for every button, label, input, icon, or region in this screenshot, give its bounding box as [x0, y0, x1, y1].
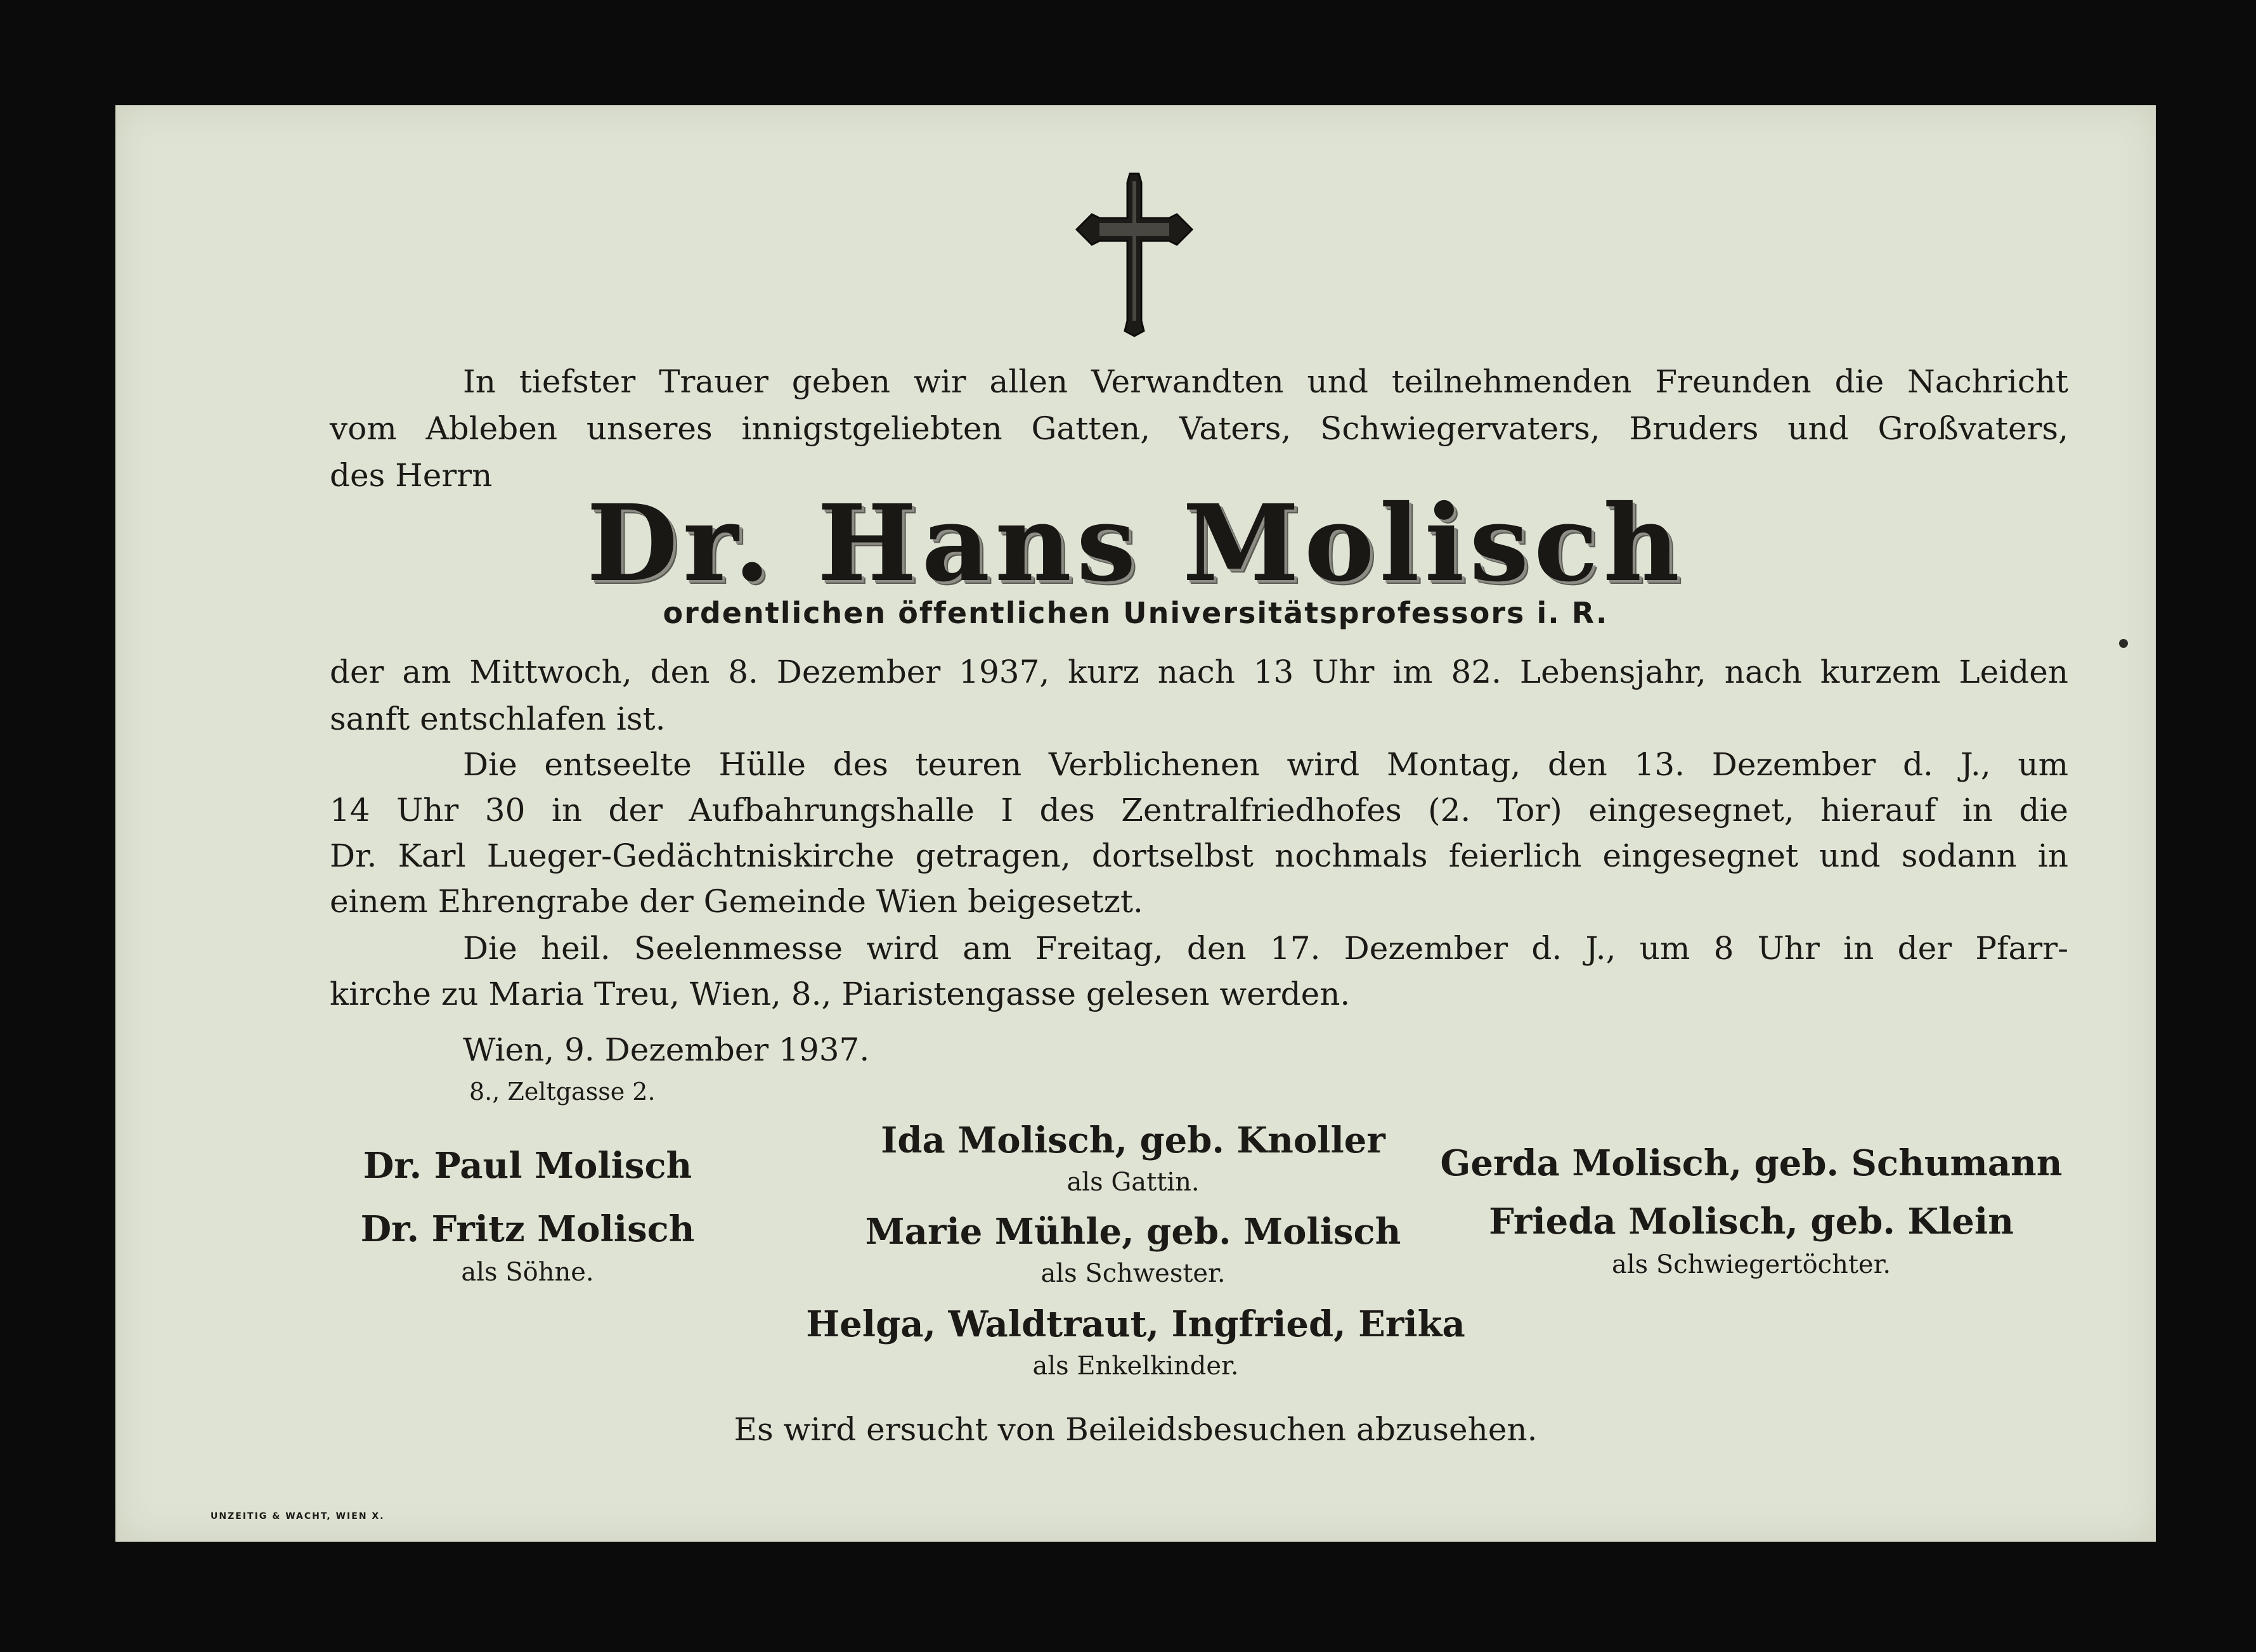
- mourner-sister: Marie Mühle, geb. Molisch: [865, 1211, 1401, 1253]
- latin-cross-icon: [1074, 171, 1195, 337]
- place-date: Wien, 9. Dezember 1937.: [463, 1031, 870, 1068]
- body-p1-line1: der am Mittwoch, den 8. Dezember 1937, kurz nach 13 Uhr im 82. Lebensjahr, nach kurzem Leiden: [330, 654, 2068, 690]
- wife-role: als Gattin.: [1066, 1168, 1200, 1197]
- mourner-daughter-in-law-2: Frieda Molisch, geb. Klein: [1489, 1201, 2014, 1242]
- deceased-title: ordentlichen öffentlichen Universitätsprofessors i. R.: [663, 596, 1609, 630]
- body-p2-line3: Dr. Karl Lueger-Gedächtniskirche getragen, dortselbst nochmals feierlich eingesegnet und sodann in: [330, 837, 2068, 874]
- intro-line-3: des Herrn: [330, 457, 493, 494]
- obituary-card: [115, 105, 2156, 1542]
- mourner-wife: Ida Molisch, geb. Knoller: [881, 1120, 1385, 1161]
- body-p3-line1: Die heil. Seelenmesse wird am Freitag, den 17. Dezember d. J., um 8 Uhr in der Pfarr-: [463, 930, 2068, 967]
- intro-line-2: vom Ableben unseres innigstgeliebten Gatten, Vaters, Schwiegervaters, Bruders und Großvaters,: [330, 410, 2068, 447]
- mourner-daughter-in-law-1: Gerda Molisch, geb. Schumann: [1440, 1142, 2063, 1184]
- sister-role: als Schwester.: [1040, 1259, 1226, 1288]
- intro-line-1: In tiefster Trauer geben wir allen Verwandten und teilnehmenden Freunden die Nachricht: [463, 363, 2068, 400]
- printer-imprint: UNZEITIG & WACHT, WIEN X.: [211, 1511, 385, 1521]
- closing-note: Es wird ersucht von Beileidsbesuchen abzusehen.: [734, 1411, 1538, 1448]
- body-p2-line4: einem Ehrengrabe der Gemeinde Wien beigesetzt.: [330, 883, 1143, 920]
- body-p3-line2: kirche zu Maria Treu, Wien, 8., Piaristengasse gelesen werden.: [330, 976, 1351, 1012]
- body-p2-line1: Die entseelte Hülle des teuren Verblichenen wird Montag, den 13. Dezember d. J., um: [463, 746, 2068, 783]
- sons-role: als Söhne.: [461, 1258, 594, 1287]
- mourner-son-2: Dr. Fritz Molisch: [360, 1208, 695, 1250]
- body-p2-line2: 14 Uhr 30 in der Aufbahrungshalle I des Zentralfriedhofes (2. Tor) eingesegnet, hierauf in die: [330, 792, 2068, 829]
- body-p1-line2: sanft entschlafen ist.: [330, 700, 666, 737]
- deceased-name: Dr. Hans Molisch: [587, 482, 1685, 605]
- grandchildren-role: als Enkelkinder.: [1032, 1352, 1239, 1381]
- mourner-grandchildren: Helga, Waldtraut, Ingfried, Erika: [806, 1303, 1465, 1345]
- daughters-in-law-role: als Schwiegertöchter.: [1611, 1250, 1891, 1279]
- mourner-son-1: Dr. Paul Molisch: [363, 1145, 692, 1187]
- address: 8., Zeltgasse 2.: [469, 1078, 656, 1106]
- ink-spot: [2119, 639, 2128, 648]
